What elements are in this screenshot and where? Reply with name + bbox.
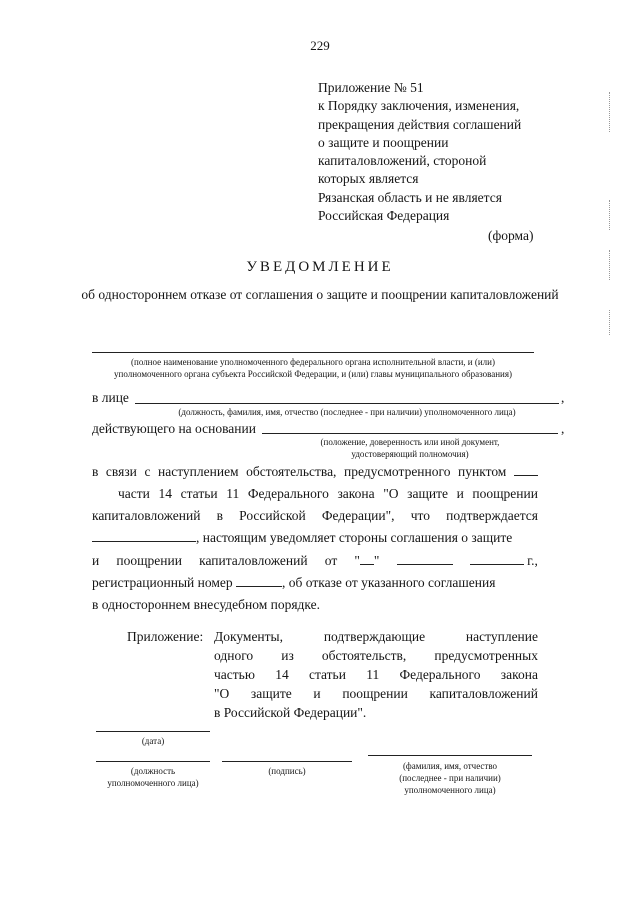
body-line-1: [92, 464, 538, 480]
point-number-field[interactable]: [514, 464, 538, 476]
appendix-line: Российская Федерация: [318, 208, 450, 224]
word: Федерации",: [321, 508, 395, 523]
word: от: [324, 553, 338, 568]
date-note: (дата): [141, 736, 165, 746]
quote: ": [354, 553, 360, 568]
word: наступлением: [157, 464, 239, 479]
body-line-3: [92, 508, 538, 524]
comma: ,: [561, 421, 565, 436]
word: 14: [275, 667, 289, 682]
word: капиталовложений: [92, 508, 201, 523]
body-line-6: [92, 575, 538, 591]
word: что: [410, 508, 430, 523]
position-note: [96, 765, 210, 789]
basis-note: [262, 436, 558, 460]
position-note-line: уполномоченного лица): [107, 778, 199, 788]
word: связи: [105, 464, 137, 479]
person-note: (должность, фамилия, имя, отчество (последнее - при наличии) уполномоченного лица): [178, 407, 516, 417]
basis-field-line[interactable]: [262, 433, 558, 434]
position-note-line: (должность: [130, 766, 176, 776]
name-note: [368, 760, 532, 796]
appendix-line: о защите и поощрении: [318, 134, 449, 150]
basis-note-line: удостоверяющий полномочия): [351, 449, 469, 459]
word: защите: [250, 686, 292, 701]
person-field-line[interactable]: [135, 403, 559, 404]
name-note-line: уполномоченного лица): [404, 785, 496, 795]
date-field-line[interactable]: [96, 731, 210, 732]
word: 11: [366, 667, 380, 682]
word: статьи: [180, 486, 218, 501]
day-blank[interactable]: [360, 553, 374, 565]
attachment-line-3: [214, 667, 538, 683]
appendix-line: прекращения действия соглашений: [318, 116, 522, 132]
body-line-7: в одностороннем внесудебном порядке.: [92, 597, 321, 612]
registration-number-field[interactable]: [236, 575, 282, 587]
word: статьи: [308, 667, 346, 682]
attachment-line-1: [214, 629, 538, 645]
word: Российской: [239, 508, 306, 523]
word: и: [456, 486, 464, 501]
body-line-4: [92, 530, 538, 546]
document-subtitle: об одностороннем отказе от соглашения о защите и поощрении капиталовложений: [81, 287, 559, 302]
body-line-5: [92, 553, 538, 569]
page-number: 229: [310, 38, 330, 53]
confirm-document-field[interactable]: [92, 530, 196, 542]
signature-field-line[interactable]: [222, 761, 352, 762]
word: поощрении: [116, 553, 182, 568]
year-field[interactable]: [470, 553, 524, 565]
scan-artifact: [609, 92, 611, 132]
word: предусмотренных: [434, 648, 538, 663]
basis-note-line: (положение, доверенность или иной документ,: [320, 437, 500, 447]
word: поощрении: [342, 686, 408, 701]
day-field[interactable]: [354, 553, 379, 569]
position-field-line[interactable]: [96, 761, 210, 762]
word: обстоятельств,: [321, 648, 407, 663]
word: в: [216, 508, 223, 523]
word: одного: [214, 648, 254, 663]
authority-note: [92, 356, 534, 380]
word: 14: [158, 486, 173, 501]
word: пунктом: [458, 464, 507, 479]
authority-note-line: (полное наименование уполномоченного федерального органа исполнительной власти, и (или): [131, 357, 495, 367]
word: подтверждающие: [323, 629, 426, 644]
word: капиталовложений: [199, 553, 308, 568]
word: поощрении: [472, 486, 538, 501]
quote: ": [373, 553, 380, 568]
word: и: [313, 686, 321, 701]
word: защите: [407, 486, 448, 501]
scan-artifact: [609, 250, 611, 280]
word: предусмотренного: [343, 464, 451, 479]
word: подтверждается: [446, 508, 538, 523]
name-note-line: (последнее - при наличии): [399, 773, 501, 783]
attachment-label: Приложение:: [127, 629, 204, 644]
word: наступление: [465, 629, 538, 644]
word: закона: [500, 667, 538, 682]
appendix-line: капиталовложений, стороной: [318, 153, 487, 169]
word: Федерального: [247, 486, 329, 501]
word: из: [281, 648, 294, 663]
word: в: [92, 464, 99, 479]
word: г.,: [527, 553, 538, 568]
word: частью: [214, 667, 255, 682]
authority-note-line: уполномоченного органа субъекта Российской Федерации, и (или) главы муниципального образования): [114, 369, 512, 379]
appendix-line: к Порядку заключения, изменения,: [318, 98, 520, 114]
word: закона: [337, 486, 375, 501]
word: обстоятельства,: [246, 464, 337, 479]
body-text: , об отказе от указанного соглашения: [282, 575, 496, 590]
appendix-block: [318, 79, 521, 225]
word: "О: [214, 686, 230, 701]
appendix-line: Приложение № 51: [318, 80, 424, 95]
name-field-line[interactable]: [368, 755, 532, 756]
authority-field-line[interactable]: [92, 352, 534, 353]
attachment-line-5: в Российской Федерации".: [214, 705, 367, 720]
scan-artifact: [609, 200, 611, 230]
acting-label: действующего на основании: [92, 421, 256, 436]
word: Документы,: [214, 629, 284, 644]
word: части: [118, 486, 150, 501]
appendix-line: Рязанская область и не является: [318, 189, 502, 205]
month-field[interactable]: [397, 553, 453, 565]
body-text: регистрационный номер: [92, 575, 233, 590]
body-text: , настоящим уведомляет стороны соглашения о защите: [196, 530, 513, 545]
form-label: (форма): [488, 228, 534, 243]
name-note-line: (фамилия, имя, отчество: [402, 761, 498, 771]
document-title: УВЕДОМЛЕНИЕ: [246, 259, 394, 275]
appendix-line: которых является: [318, 171, 419, 187]
scan-artifact: [609, 310, 611, 335]
word: с: [144, 464, 151, 479]
word: "О: [383, 486, 399, 501]
word: Федерального: [399, 667, 481, 682]
attachment-line-2: [214, 648, 538, 664]
signature-note: (подпись): [268, 766, 306, 776]
word: 11: [226, 486, 240, 501]
body-line-2: [118, 486, 538, 502]
comma: ,: [561, 390, 565, 405]
word: и: [92, 553, 100, 568]
in-person-label: в лице: [92, 390, 129, 405]
word: капиталовложений: [429, 686, 538, 701]
attachment-line-4: [214, 686, 538, 702]
